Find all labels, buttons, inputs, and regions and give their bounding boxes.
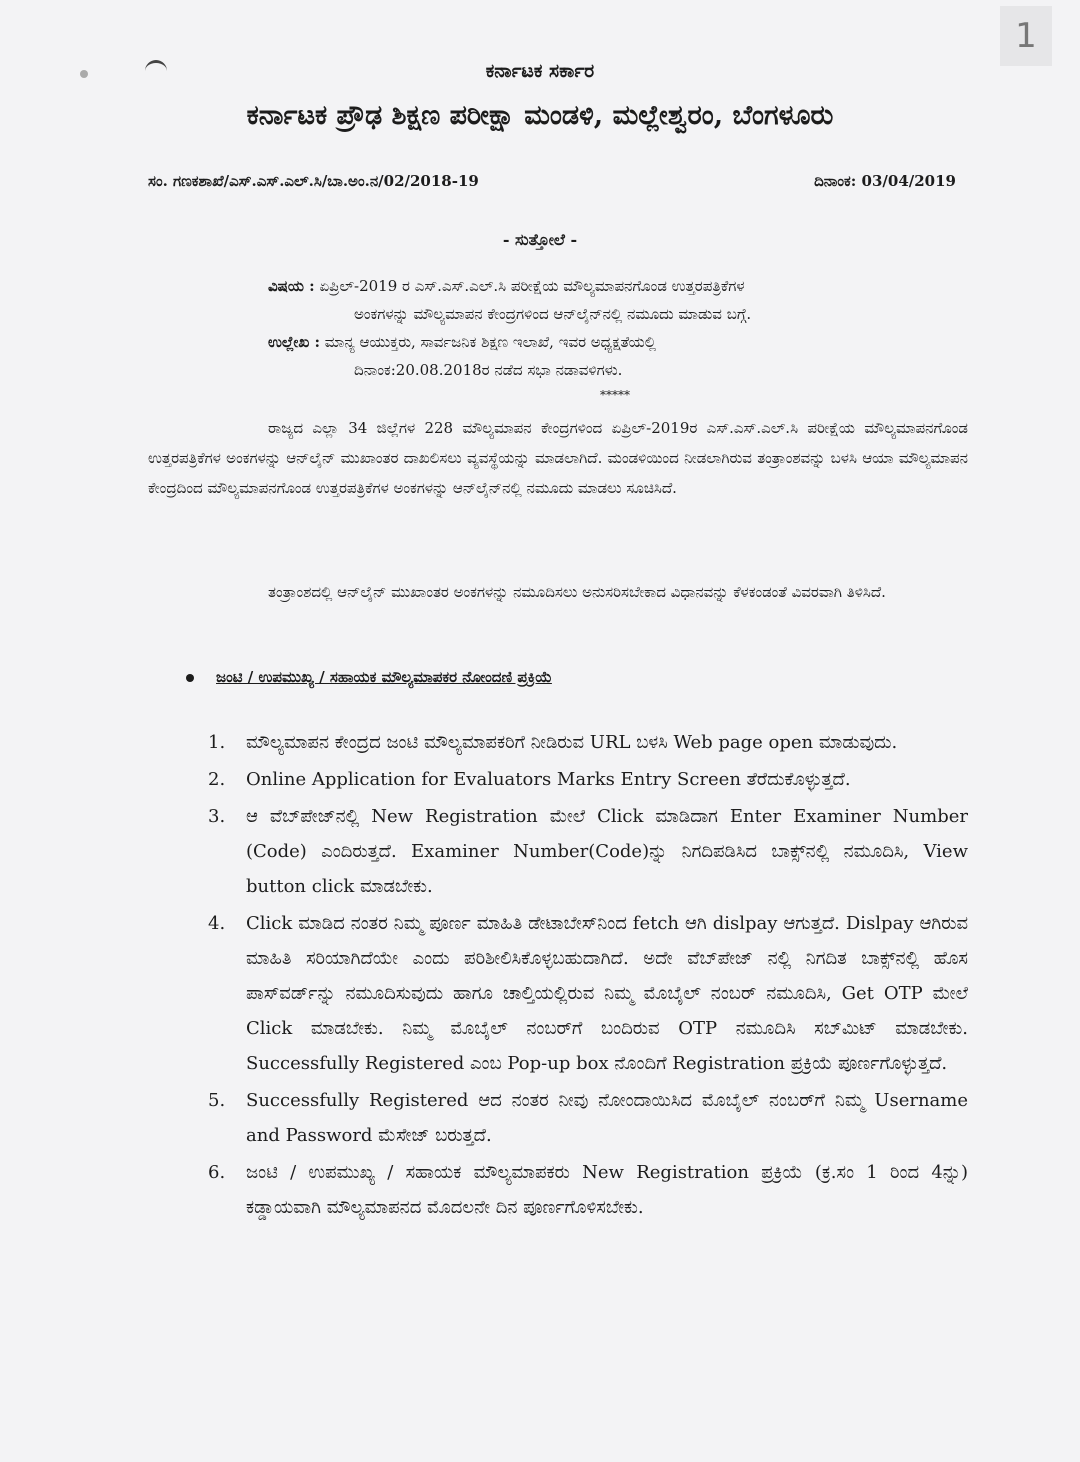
step-text: Click ಮಾಡಿದ ನಂತರ ನಿಮ್ಮ ಪೂರ್ಣ ಮಾಹಿತಿ ಡೇಟಾಬೇಸ್‌ನಿಂದ fetch ಆಗಿ dislpay ಆಗುತ್ತದೆ. Dislpay ಆಗಿರುವ ಮಾಹಿತಿ ಸರಿಯಾಗಿದೆಯೇ ಎಂದು ಪರಿಶೀಲಿಸಿಕೊಳ್ಳಬಹುದಾಗಿದೆ. ಅದೇ ವೆಬ್‌ಪೇಜ್ ನಲ್ಲಿ ನಿಗದಿತ ಬಾಕ್ಸ್‌ನಲ್ಲಿ ಹೊಸ ಪಾಸ್‌ವರ್ಡ್‌ನ್ನು ನಮೂದಿಸುವುದು ಹಾಗೂ ಚಾಲ್ತಿಯಲ್ಲಿರುವ ನಿಮ್ಮ ಮೊಬೈಲ್ ನಂಬರ್ ನಮೂದಿಸಿ, Get OTP ಮೇಲೆ Click ಮಾಡಬೇಕು. ನಿಮ್ಮ ಮೊಬೈಲ್ ನಂಬರ್‌ಗೆ ಬಂದಿರುವ OTP ನಮೂದಿಸಿ ಸಬ್‌ಮಿಟ್ ಮಾಡಬೇಕು. Successfully Registered ಎಂಬ Pop-up box ನೊಂದಿಗೆ Registration ಪ್ರಕ್ರಿಯೆ ಪೂರ್ಣಗೊಳ್ಳುತ್ತದೆ. — [246, 913, 968, 1074]
subject-text-1: ಏಪ್ರಿಲ್-2019 ರ ಎಸ್.ಎಸ್.ಎಲ್.ಸಿ ಪರೀಕ್ಷೆಯ ಮೌಲ್ಯಮಾಪನಗೊಂಡ ಉತ್ತರಪತ್ರಿಕೆಗಳ — [319, 277, 745, 295]
page-number: 1 — [1000, 6, 1052, 66]
list-item — [208, 725, 968, 760]
paragraph-1: ರಾಜ್ಯದ ಎಲ್ಲಾ 34 ಜಿಲ್ಲೆಗಳ 228 ಮೌಲ್ಯಮಾಪನ ಕೇಂದ್ರಗಳಿಂದ ಏಪ್ರಿಲ್-2019ರ ಎಸ್.ಎಸ್.ಎಲ್.ಸಿ ಪರೀಕ್ಷೆಯ ಮೌಲ್ಯಮಾಪನಗೊಂಡ ಉತ್ತರಪತ್ರಿಕೆಗಳ ಅಂಕಗಳನ್ನು ಆನ್‌ಲೈನ್ ಮುಖಾಂತರ ದಾಖಲಿಸಲು ವ್ಯವಸ್ಥೆಯನ್ನು ಮಾಡಲಾಗಿದೆ. ಮಂಡಳಿಯಿಂದ ನೀಡಲಾಗಿರುವ ತಂತ್ರಾಂಶವನ್ನು ಬಳಸಿ ಆಯಾ ಮೌಲ್ಯಮಾಪನ ಕೇಂದ್ರದಿಂದ ಮೌಲ್ಯಮಾಪನಗೊಂಡ ಉತ್ತರಪತ್ರಿಕೆಗಳ ಅಂಕಗಳನ್ನು ಆನ್‌ಲೈನ್‌ನಲ್ಲಿ ನಮೂದು ಮಾಡಲು ಸೂಚಿಸಿದೆ. — [148, 419, 968, 497]
reference-text-2: ದಿನಾಂಕ:20.08.2018ರ ನಡೆದ ಸಭಾ ನಡಾವಳಿಗಳು. — [354, 361, 623, 379]
subject-line-1 — [268, 272, 958, 300]
reference-text-1: ಮಾನ್ಯ ಆಯುಕ್ತರು, ಸಾರ್ವಜನಿಕ ಶಿಕ್ಷಣ ಇಲಾಖೆ, ಇವರ ಅಧ್ಯಕ್ಷತೆಯಲ್ಲಿ — [324, 333, 657, 351]
subject-text-2: ಅಂಕಗಳನ್ನು ಮೌಲ್ಯಮಾಪನ ಕೇಂದ್ರಗಳಿಂದ ಆನ್‌ಲೈನ್‌ನಲ್ಲಿ ನಮೂದು ಮಾಡುವ ಬಗ್ಗೆ. — [354, 305, 752, 323]
reference-line-1 — [268, 328, 958, 356]
step-number: 2. — [208, 769, 226, 790]
list-item — [208, 799, 968, 904]
step-number: 3. — [208, 806, 226, 827]
step-text: ಜಂಟಿ / ಉಪಮುಖ್ಯ / ಸಹಾಯಕ ಮೌಲ್ಯಮಾಪಕರು New Registration ಪ್ರಕ್ರಿಯೆ (ಕ್ರ.ಸಂ 1 ರಿಂದ 4ನ್ನು) ಕಡ್ಡಾಯವಾಗಿ ಮೌಲ್ಯಮಾಪನದ ಮೊದಲನೇ ದಿನ ಪೂರ್ಣಗೊಳಿಸಬೇಕು. — [246, 1162, 968, 1218]
subject-block — [268, 272, 958, 384]
step-number: 1. — [208, 732, 226, 753]
board-title: ಕರ್ನಾಟಕ ಪ್ರೌಢ ಶಿಕ್ಷಣ ಪರೀಕ್ಷಾ ಮಂಡಳಿ, ಮಲ್ಲೇಶ್ವರಂ, ಬೆಂಗಳೂರು — [246, 100, 834, 131]
steps-list — [208, 725, 968, 1227]
list-item — [208, 1155, 968, 1225]
subject-label: ವಿಷಯ : — [268, 277, 315, 295]
list-item — [208, 1083, 968, 1153]
step-number: 5. — [208, 1090, 226, 1111]
reference-label: ಉಲ್ಲೇಖ : — [268, 333, 320, 351]
step-text: Online Application for Evaluators Marks Entry Screen ತೆರೆದುಕೊಳ್ಳುತ್ತದೆ. — [246, 769, 851, 790]
section-heading — [186, 668, 552, 686]
step-text: ಆ ವೆಬ್‌ಪೇಜ್‌ನಲ್ಲಿ New Registration ಮೇಲೆ Click ಮಾಡಿದಾಗ Enter Examiner Number (Code) ಎಂದಿರುತ್ತದೆ. Examiner Number(Code)ನ್ನು ನಿಗದಿಪಡಿಸಿದ ಬಾಕ್ಸ್‌ನಲ್ಲಿ ನಮೂದಿಸಿ, View button click ಮಾಡಬೇಕು. — [246, 806, 968, 897]
list-item — [208, 762, 968, 797]
section-heading-text: ಜಂಟಿ / ಉಪಮುಖ್ಯ / ಸಹಾಯಕ ಮೌಲ್ಯಮಾಪಕರ ನೋಂದಣಿ ಪ್ರಕ್ರಿಯೆ — [216, 668, 552, 686]
document-date: ದಿನಾಂಕ: 03/04/2019 — [814, 172, 956, 190]
government-title: ಕರ್ನಾಟಕ ಸರ್ಕಾರ — [485, 60, 595, 82]
separator: ***** — [600, 388, 630, 402]
reference-number: ಸಂ. ಗಣಕಶಾಖೆ/ಎಸ್.ಎಸ್.ಎಲ್.ಸಿ/ಬಾ.ಅಂ.ನ/02/2018-19 — [148, 172, 479, 190]
step-text: ಮೌಲ್ಯಮಾಪನ ಕೇಂದ್ರದ ಜಂಟಿ ಮೌಲ್ಯಮಾಪಕರಿಗೆ ನೀಡಿರುವ URL ಬಳಸಿ Web page open ಮಾಡುವುದು. — [246, 732, 898, 753]
step-text: Successfully Registered ಆದ ನಂತರ ನೀವು ನೋಂದಾಯಿಸಿದ ಮೊಬೈಲ್ ನಂಬರ್‌ಗೆ ನಿಮ್ಮ Username and Password ಮೆಸೇಜ್ ಬರುತ್ತದೆ. — [246, 1090, 968, 1146]
step-number: 4. — [208, 913, 226, 934]
paragraph-2: ತಂತ್ರಾಂಶದಲ್ಲಿ ಆನ್‌ಲೈನ್ ಮುಖಾಂತರ ಅಂಕಗಳನ್ನು ನಮೂದಿಸಲು ಅನುಸರಿಸಬೇಕಾದ ವಿಧಾನವನ್ನು ಕೆಳಕಂಡಂತೆ ವಿವರವಾಗಿ ತಿಳಿಸಿದೆ. — [268, 583, 886, 601]
step-number: 6. — [208, 1162, 226, 1183]
circular-title: - ಸುತ್ತೋಲೆ - — [502, 230, 578, 249]
list-item — [208, 906, 968, 1081]
bullet-icon — [186, 674, 194, 682]
